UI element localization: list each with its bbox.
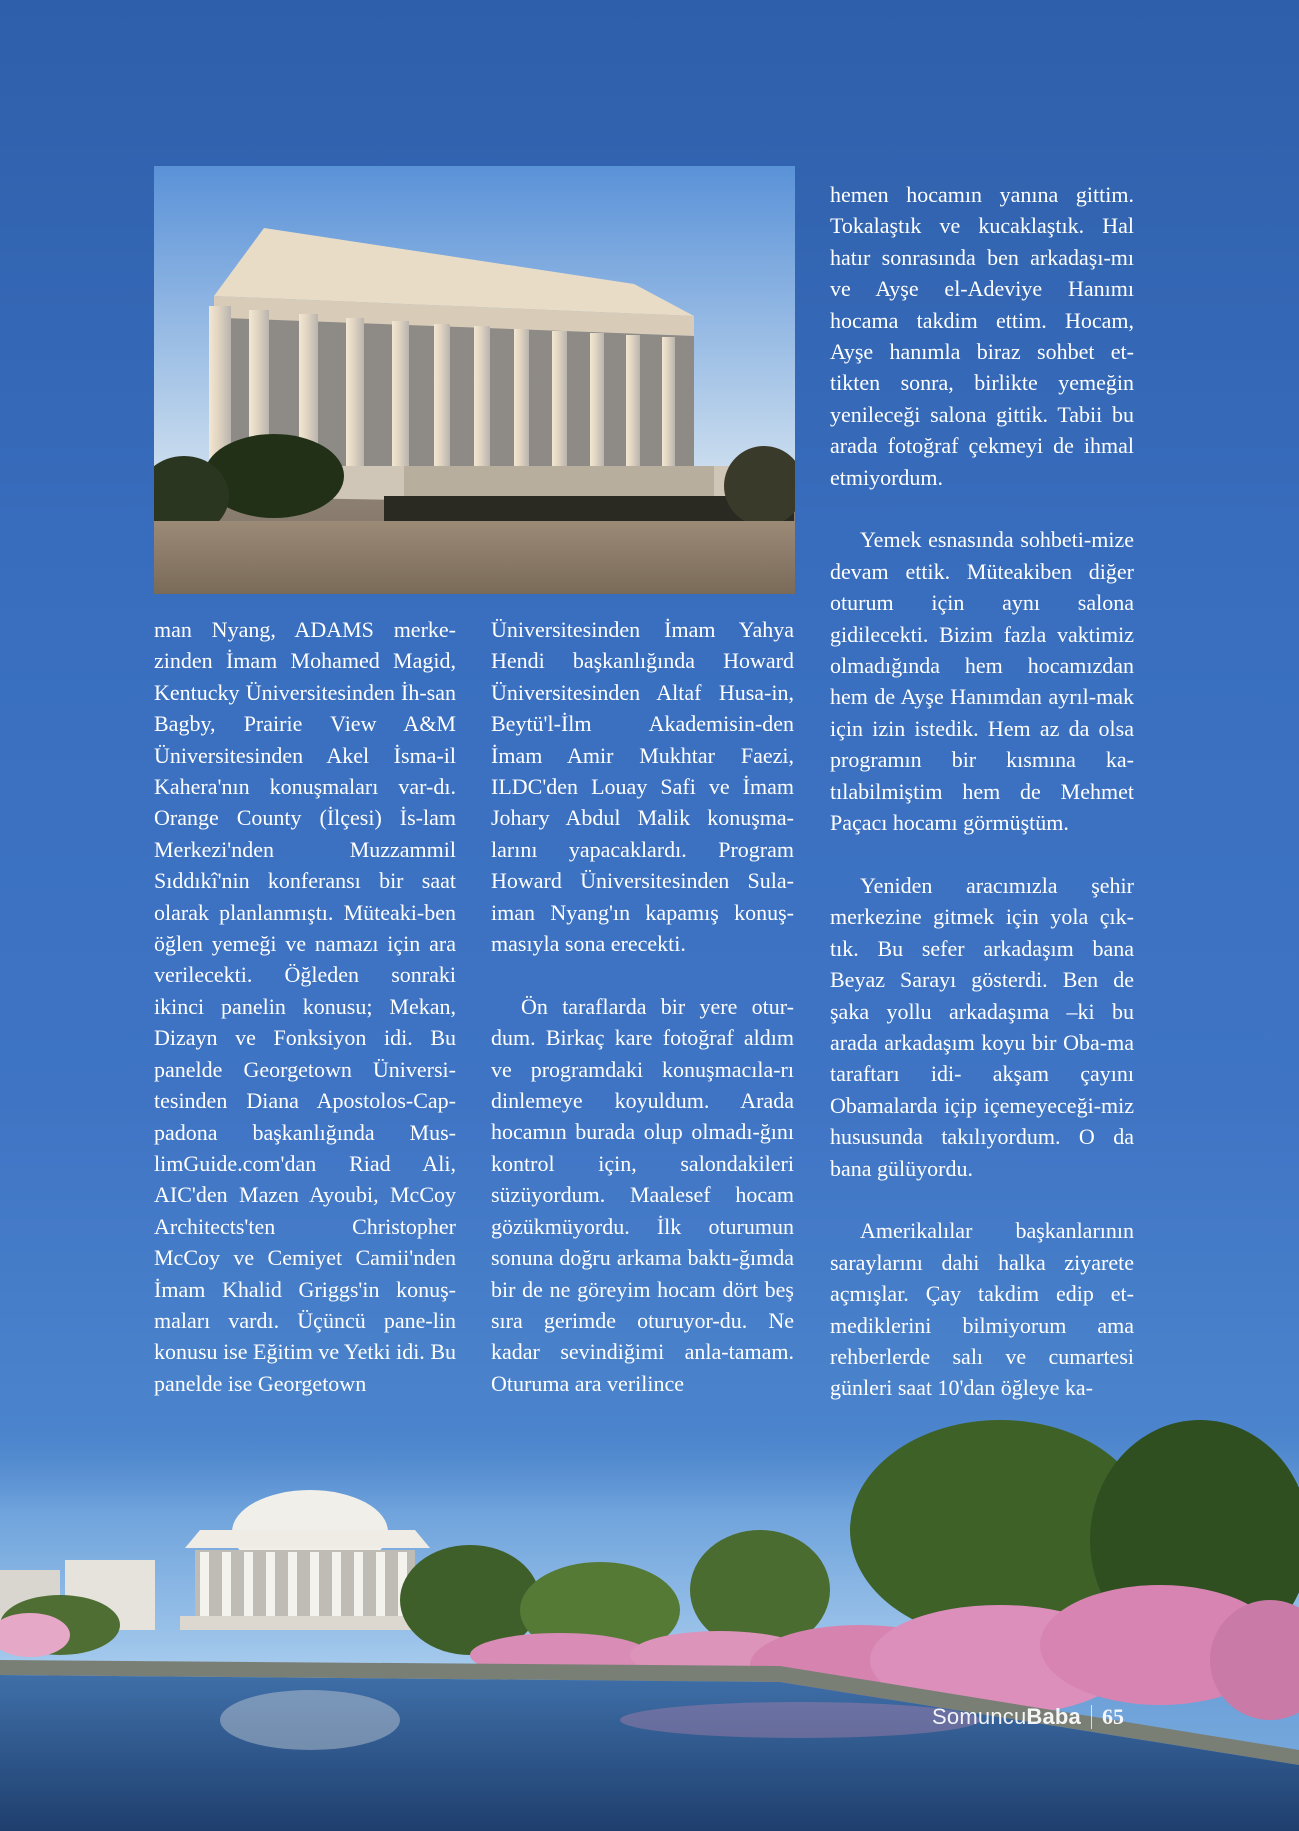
paragraph: Üniversitesinden İmam Yahya Hendi başkanlığında Howard Üniversitesinden Altaf Husa-in, Beytü'l-İlm Akademisin-den İmam Amir Mukhtar Faezi, ILDC'den Louay Safi ve İmam Johary Abdul Malik konuşma-larını yapacaklardı. Program Howard Üniversitesinden Sula-iman Nyang'ın kapamış konuş-masıyla sona erecekti. — [491, 617, 794, 957]
paragraph: Yemek esnasında sohbeti-mize devam ettik. Müteakiben diğer oturum için aynı salona gidilecekti. Bizim fazla vaktimiz olmadığında hem hocamızdan hem de Ayşe Hanımdan ayrıl-mak için izin istedik. Hem az da olsa programın bir kısmına ka-tılabilmiştim hem de Mehmet Paçacı hocamı görmüştüm. — [830, 527, 1134, 836]
paragraph: Amerikalılar başkanlarının saraylarını dahi halka ziyarete açmışlar. Çay takdim edip et-mediklerini bilmiyorum ama rehberlerde salı ve cumartesi günleri saat 10'dan öğleye ka- — [830, 1218, 1134, 1401]
paragraph: Yeniden aracımızla şehir merkezine gitmek için yola çık-tık. Bu sefer arkadaşım bana Beyaz Sarayı gösterdi. Ben de şaka yollu arkadaşıma –ki bu arada arkadaşım koyu bir Oba-ma taraftarı idi- akşam çayını Obamalarda içip içemeyeceği-miz hususunda takılıyordum. O da bana gülüyordu. — [830, 872, 1134, 1181]
brand-light: Somuncu — [932, 1704, 1027, 1729]
footer-divider — [1091, 1705, 1092, 1729]
paragraph: Ön taraflarda bir yere otur-dum. Birkaç kare fotoğraf aldım ve programdaki konuşmacıla-rı dinlemeye koyuldum. Arada hocamın burada olup olmadı-ğını kontrol için, salondakileri süzüyordum. Maalesef hocam gözükmüyordu. İlk oturumun sonuna doğru arkama baktı-ğımda bir de ne göreyim hocam dört beş sıra gerimde oturuyor-du. Ne kadar sevindiğimi anla-tamam. Oturuma ara verilince — [491, 993, 794, 1396]
jefferson-memorial-photo — [0, 1420, 1299, 1831]
paragraph: man Nyang, ADAMS merke-zinden İmam Mohamed Magid, Kentucky Üniversitesinden İh-san Bagby, Prairie View A&M Üniversitesinden Akel İsma-il Kahera'nın konuşmaları var-dı. Orange County (İlçesi) İs-lam Merkezi'nden Muzzammil Sıddıkî'nin konferansı bir saat olarak planlanmıştı. Müteaki-ben öğlen yemeği ve namazı için ara verilecekti. Öğleden sonraki ikinci panelin konusu; Mekan, Dizayn ve Fonksiyon idi. Bu panelde Georgetown Üniversi-tesinden Diana Apostolos-Cap-padona başkanlığında Mus-limGuide.com'dan Riad Ali, AIC'den Mazen Ayoubi, McCoy Architects'ten Christopher McCoy ve Cemiyet Camii'nden İmam Khalid Griggs'in konuş-maları vardı. Üçüncü pane-lin konusu ise Eğitim ve Yetki idi. Bu panelde ise Georgetown — [154, 617, 456, 1396]
lincoln-memorial-photo — [154, 166, 795, 594]
text-column-2 — [491, 614, 794, 1399]
magazine-brand — [932, 1704, 1081, 1730]
text-column-1 — [154, 614, 456, 1399]
brand-bold: Baba — [1026, 1704, 1081, 1729]
paragraph: hemen hocamın yanına gittim. Tokalaştık ve kucaklaştık. Hal hatır sonrasında ben arkadaşı-mı ve Ayşe el-Adeviye Hanımı hocama takdim ettim. Hocam, Ayşe hanımla biraz sohbet et-tikten sonra, birlikte yemeğin yenileceği salona gittik. Tabii bu arada fotoğraf çekmeyi de ihmal etmiyordum. — [830, 182, 1134, 490]
page-footer — [932, 1704, 1124, 1730]
page-number: 65 — [1102, 1704, 1124, 1729]
text-column-3 — [830, 179, 1134, 1404]
